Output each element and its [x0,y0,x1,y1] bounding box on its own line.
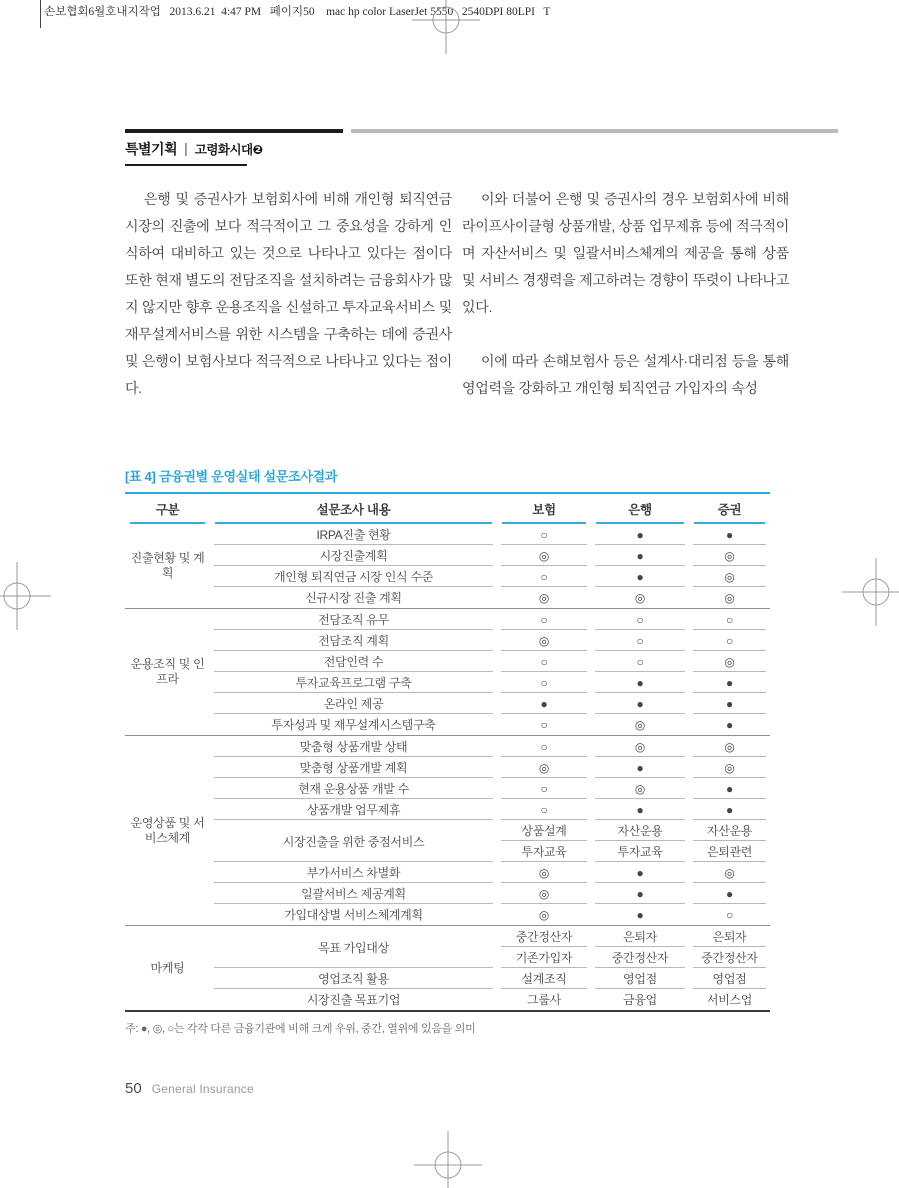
article-body [125,186,790,402]
value-cell: 금융업 [623,993,657,1007]
column-header: 증권 [689,493,770,524]
value-cell: ● [591,883,689,904]
value-cell: ◎ [497,883,591,904]
table-title: [표 4] 금융권별 운영실태 설문조사결과 [125,469,338,484]
header-underline [125,164,247,166]
value-cell: 은퇴자 [689,926,770,948]
value-cell: ● [689,778,770,799]
row-label: 투자성과 및 재무설계시스템구축 [210,714,497,736]
value-cell: ◎ [689,587,770,609]
value-cell: 상품설계 [497,820,591,841]
value-cell: ◎ [689,757,770,778]
value-cell: ● [591,757,689,778]
table-row [125,651,770,672]
section-title: 특별기획 [125,141,178,157]
value-cell: 영업점 [689,968,770,989]
table-row [125,736,770,758]
value-cell: 그룹사 [527,993,561,1007]
table-header-row [125,493,770,524]
value-cell: ○ [497,651,591,672]
value-cell: ○ [591,630,689,651]
value-cell: ◎ [497,545,591,566]
value-cell: 투자교육 [497,841,591,862]
value-cell: ○ [497,778,591,799]
value-cell: ○ [497,736,591,758]
table-row [125,799,770,820]
value-cell: ● [497,693,591,714]
value-cell: ◎ [591,778,689,799]
value-cell: 중간정산자 [497,926,591,948]
table-row [125,989,770,1011]
table-row [125,609,770,631]
value-cell: 영업점 [591,968,689,989]
value-cell: ◎ [689,651,770,672]
row-label: 맞춤형 상품개발 상태 [210,736,497,758]
value-cell: 은퇴관련 [689,841,770,862]
value-cell: ○ [497,566,591,587]
row-label: 현재 운용상품 개발 수 [210,778,497,799]
slug-divider-line [40,0,41,28]
group-cell: 운영상품 및 서비스체계 [125,736,210,926]
row-label: IRPA진출 현황 [210,524,497,545]
value-cell: ● [689,799,770,820]
paragraph: 이와 더불어 은행 및 증권사의 경우 보험회사에 비해 라이프사이클형 상품개발, 상품 업무제휴 등에 적극적이며 자산서비스 및 일괄서비스체계의 제공을 통해 상품 및 서비스 경쟁력을 제고하려는 경향이 뚜렷이 나타나고 있다. [462,191,789,315]
value-cell: ◎ [497,757,591,778]
table-row-double-top [125,820,770,841]
table-row [125,693,770,714]
column-header: 보험 [497,493,591,524]
value-cell: 중간정산자 [591,947,689,968]
value-cell: ○ [591,651,689,672]
row-label: 시장진출 목표기업 [306,993,401,1007]
table-row [125,862,770,883]
value-cell: ◎ [497,630,591,651]
row-label: 가입대상별 서비스체계계획 [210,904,497,926]
value-cell: ○ [689,609,770,631]
row-label: 상품개발 업무제휴 [210,799,497,820]
group-cell: 진출현황 및 계획 [125,524,210,609]
value-cell: ◎ [689,862,770,883]
article-left-column [125,186,452,402]
header-gray-bar [351,129,838,133]
value-cell: ● [591,862,689,883]
row-label: 온라인 제공 [210,693,497,714]
value-cell: ● [689,693,770,714]
value-cell: 자산운용 [591,820,689,841]
page-number: 50 [125,1080,142,1097]
value-cell: ○ [591,609,689,631]
row-label: 영업조직 활용 [210,968,497,989]
value-cell: ○ [497,714,591,736]
value-cell: ○ [497,799,591,820]
table-row [125,757,770,778]
table-row [125,630,770,651]
value-cell: ● [591,672,689,693]
value-cell: ● [591,524,689,545]
row-label: 시장진출을 위한 중점서비스 [210,820,497,862]
value-cell: ◎ [591,587,689,609]
group-cell: 운용조직 및 인프라 [125,609,210,736]
section-edition: 고령화시대❷ [194,143,263,157]
value-cell: ◎ [689,545,770,566]
column-header: 은행 [591,493,689,524]
row-label: 전담조직 계획 [210,630,497,651]
table-row [125,904,770,926]
value-cell: ● [689,883,770,904]
header-black-bar [125,129,343,133]
registration-mark-left [0,562,51,630]
print-slug: 손보협회6월호내지작업 2013.6.21 4:47 PM 페이지50 mac hp color LaserJet 5550 2540DPI 80LPI T [44,6,551,18]
section-header [125,129,838,166]
value-cell: ● [689,672,770,693]
table-row [125,968,770,989]
journal-name: General Insurance [151,1082,254,1096]
value-cell: ◎ [689,736,770,758]
value-cell: 서비스업 [706,993,753,1007]
value-cell: ● [591,545,689,566]
value-cell: ◎ [591,736,689,758]
row-label: 시장진출계획 [210,545,497,566]
value-cell: ◎ [497,587,591,609]
value-cell: ○ [689,904,770,926]
value-cell: 자산운용 [689,820,770,841]
value-cell: ● [591,799,689,820]
group-cell: 마케팅 [150,960,185,975]
value-cell: ● [689,524,770,545]
survey-table-section [125,470,770,1036]
row-label: 맞춤형 상품개발 계획 [210,757,497,778]
table-row [125,545,770,566]
row-label: 전담인력 수 [210,651,497,672]
paragraph: 이에 따라 손해보험사 등은 설계사·대리점 등을 통해 영업력을 강화하고 개인형 퇴직연금 가입자의 속성 [462,353,789,396]
table-row [125,883,770,904]
table-row [125,587,770,609]
table-row [125,778,770,799]
registration-mark-top [412,0,480,54]
survey-table [125,492,770,1012]
table-row [125,714,770,736]
row-label: 투자교육프로그램 구축 [210,672,497,693]
row-label: 부가서비스 차별화 [210,862,497,883]
table-row-double-top [125,926,770,948]
row-label: 목표 가입대상 [210,926,497,969]
paragraph: 은행 및 증권사가 보험회사에 비해 개인형 퇴직연금 시장의 진출에 보다 적극적이고 그 중요성을 강하게 인식하여 대비하고 있는 것으로 나타나고 있다는 점이다 또한 현재 별도의 전담조직을 설치하려는 금융회사가 많지 않지만 향후 운용조직을 신설하고 투자교육서비스 및 재무설계서비스를 위한 시스템을 구축하는 데에 증권사 및 은행이 보험사보다 적극적으로 나타나고 있다는 점이다. [125,191,452,396]
article-right-column [462,186,789,402]
registration-mark-bottom [414,1131,482,1188]
value-cell: ○ [497,609,591,631]
row-label: 신규시장 진출 계획 [210,587,497,609]
row-label: 일괄서비스 제공계획 [210,883,497,904]
table-note: 주: ●, ◎, ○는 각각 다른 금융기관에 비해 크게 우위, 중간, 열위에 있음을 의미 [125,1023,476,1035]
value-cell: ● [689,714,770,736]
page-footer [125,1080,254,1097]
value-cell: 투자교육 [591,841,689,862]
value-cell: ● [591,566,689,587]
row-label: 개인형 퇴직연금 시장 인식 수준 [210,566,497,587]
value-cell: ◎ [591,714,689,736]
value-cell: ◎ [497,862,591,883]
table-row [125,672,770,693]
value-cell: ◎ [497,904,591,926]
value-cell: 중간정산자 [689,947,770,968]
registration-mark-right [842,558,899,626]
value-cell: 설계조직 [497,968,591,989]
value-cell: ◎ [689,566,770,587]
column-header: 설문조사 내용 [210,493,497,524]
table-row [125,566,770,587]
value-cell: ● [591,693,689,714]
value-cell: ○ [497,524,591,545]
column-header: 구분 [125,493,210,524]
value-cell: 기존가입자 [497,947,591,968]
value-cell: 은퇴자 [591,926,689,948]
value-cell: ● [591,904,689,926]
value-cell: ○ [497,672,591,693]
section-divider: | [184,140,188,156]
table-row [125,524,770,545]
value-cell: ○ [689,630,770,651]
row-label: 전담조직 유무 [210,609,497,631]
